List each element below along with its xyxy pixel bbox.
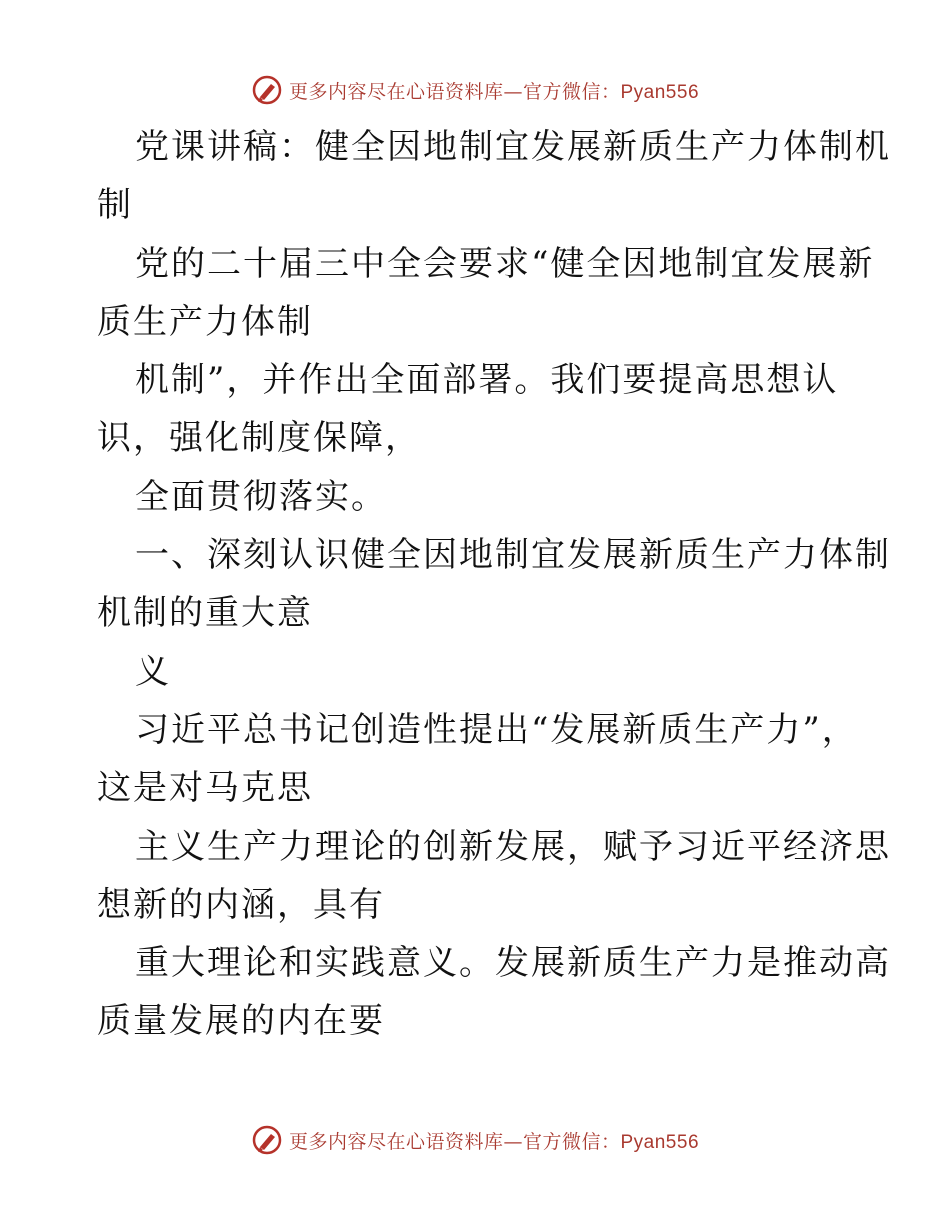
wechat-id: Pyan556 (620, 81, 700, 103)
text-line: 习近平总书记创造性提出“发展新质生产力”， (135, 709, 858, 750)
pen-logo-icon (251, 74, 283, 106)
text-line: 机制的重大意 (97, 593, 313, 634)
text-line: 重大理论和实践意义。发展新质生产力是推动高 (135, 943, 891, 984)
wechat-id: Pyan556 (620, 1131, 700, 1153)
text-line: 党课讲稿：健全因地制宜发展新质生产力体制机 (135, 127, 891, 167)
text-line: 全面贯彻落实。 (135, 476, 387, 517)
text-line: 质生产力体制 (97, 301, 313, 342)
pen-logo-icon (251, 1124, 283, 1156)
footer-watermark (0, 1120, 950, 1160)
text-line: 机制”，并作出全面部署。我们要提高思想认 (135, 360, 839, 401)
text-line: 想新的内涵，具有 (97, 884, 385, 925)
text-line: 这是对马克思 (97, 768, 313, 809)
document-body (97, 118, 891, 1051)
text-line: 党的二十届三中全会要求“健全因地制宜发展新 (135, 243, 875, 284)
watermark-text: 更多内容尽在心语资料库—官方微信：Pyan556 (288, 80, 700, 103)
text-line: 主义生产力理论的创新发展，赋予习近平经济思 (135, 826, 891, 867)
text-line: 识，强化制度保障， (97, 418, 421, 459)
text-line: 一、深刻认识健全因地制宜发展新质生产力体制 (135, 535, 891, 576)
text-line: 质量发展的内在要 (97, 1001, 385, 1042)
text-line: 义 (135, 651, 171, 692)
watermark-text: 更多内容尽在心语资料库—官方微信：Pyan556 (288, 1130, 700, 1153)
text-line: 制 (97, 185, 133, 226)
header-watermark (0, 70, 950, 110)
